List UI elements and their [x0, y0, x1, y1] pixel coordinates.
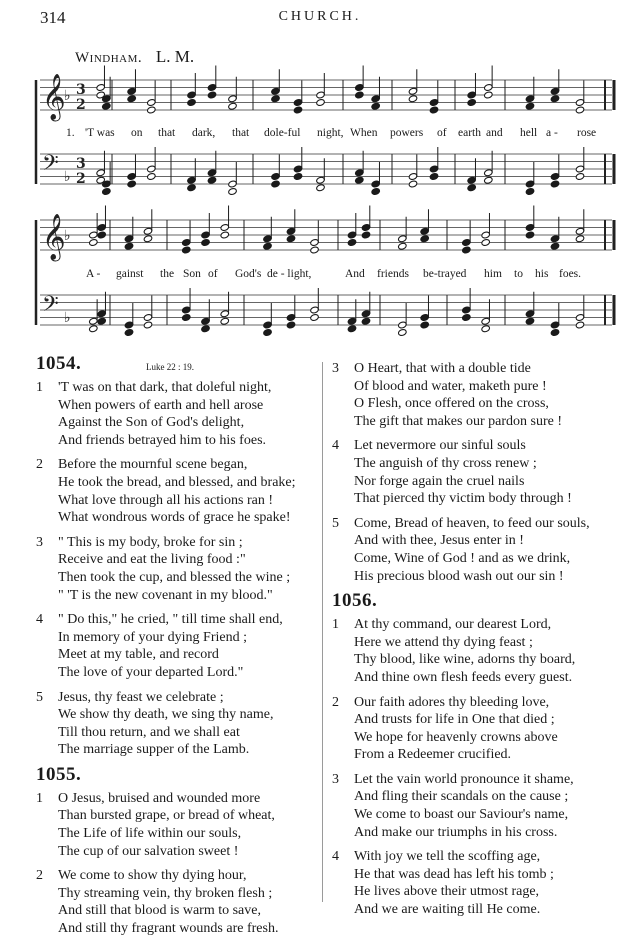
lyric-syllable: hell — [520, 127, 538, 139]
note-head — [310, 314, 319, 322]
verse-line: Receive and eat the living food :" — [58, 552, 246, 568]
verse-line: The marriage supper of the Lamb. — [58, 742, 250, 758]
bass-clef-icon: 𝄢 — [42, 151, 59, 181]
stanza-number: 4 — [332, 438, 339, 454]
note-head — [355, 91, 364, 99]
verse-line: O Heart, that with a double tide — [354, 361, 531, 376]
note-head — [89, 325, 98, 333]
lyric-syllable: dole-ful — [264, 127, 301, 139]
note-head — [187, 99, 196, 107]
stanza — [36, 611, 320, 681]
stanza — [36, 790, 320, 860]
verse-line: When powers of earth and hell arose — [58, 397, 264, 413]
note-head — [484, 91, 493, 99]
verse-line: From a Redeemer crucified. — [354, 747, 512, 763]
treble-clef-icon: 𝄞 — [42, 214, 66, 260]
note-head — [429, 173, 438, 181]
verse-line: We hope for heavenly crowns above — [354, 729, 558, 745]
note-head — [462, 314, 471, 322]
note-head — [575, 321, 584, 329]
stanza — [332, 694, 632, 764]
lyric-syllable: of — [208, 268, 218, 280]
lyric-syllable: powers — [390, 127, 424, 139]
verse-line: That pierced thy victim body through ! — [354, 491, 572, 507]
stanza-number: 1 — [36, 790, 43, 806]
stanza-number: 4 — [332, 849, 339, 865]
note-head — [408, 95, 417, 103]
music-score — [0, 0, 640, 350]
stanza-number: 3 — [36, 534, 43, 550]
verse-line: Till thou return, and we shall eat — [58, 724, 240, 740]
note-head — [89, 239, 98, 247]
hymn-1056 — [332, 592, 632, 919]
tune-meter: L. M. — [155, 47, 195, 66]
note-head — [575, 106, 584, 114]
note-head — [355, 176, 364, 184]
flat-icon: ♭ — [64, 310, 71, 326]
left-column — [36, 355, 320, 945]
verse-line: He that was dead has left his tomb ; — [354, 866, 554, 882]
lyric-syllable: dark, — [192, 127, 216, 139]
note-head — [127, 95, 136, 103]
note-head — [293, 173, 302, 181]
lyric-syllable: to — [514, 268, 523, 280]
time-signature: 2 — [76, 97, 86, 113]
note-head — [263, 242, 272, 250]
stanza — [332, 771, 632, 841]
note-head — [310, 246, 319, 254]
verse-line: Come, Bread of heaven, to feed our souls, — [354, 515, 590, 531]
lyric-syllable: When — [350, 127, 378, 139]
note-head — [220, 317, 229, 325]
lyric-syllable: friends — [377, 268, 409, 280]
hymn-number: 1055. — [36, 763, 82, 785]
stanza — [332, 848, 632, 918]
verse-line: What love through all his actions ran ! — [58, 492, 273, 508]
page-number: 314 — [40, 8, 66, 27]
note-head — [525, 102, 534, 110]
note-head — [462, 246, 471, 254]
verse-line: " 'T is the new covenant in my blood." — [58, 587, 273, 603]
scripture-ref: Luke 22 : 19. — [146, 362, 194, 372]
note-head — [408, 180, 417, 188]
verse-line: And make our triumphs in his cross. — [354, 824, 558, 840]
verse-line: The Life of life within our souls, — [58, 826, 242, 842]
verse-line: And trusts for life in One that died ; — [354, 712, 555, 728]
note-head — [550, 242, 559, 250]
verse-line: Jesus, thy feast we celebrate ; — [58, 689, 224, 705]
note-head — [550, 95, 559, 103]
verse-line: Let the vain world pronounce it shame, — [354, 771, 574, 787]
stanza-number: 3 — [332, 361, 339, 376]
note-head — [271, 95, 280, 103]
verse-line: Before the mournful scene began, — [58, 457, 248, 473]
verse-line: His precious blood wash out our sin ! — [354, 568, 564, 584]
lyric-syllable: the — [160, 268, 175, 280]
stanza — [332, 616, 632, 686]
lyric-syllable: be-trayed — [423, 268, 467, 280]
verse-line: And still thy fragrant wounds are fresh. — [58, 921, 279, 937]
note-head — [398, 242, 407, 250]
verse-line: The anguish of thy cross renew ; — [354, 455, 537, 471]
note-head — [550, 329, 559, 337]
verse-line: With joy we tell the scoffing age, — [354, 849, 541, 865]
verse-line: We show thy death, we sing thy name, — [58, 707, 274, 723]
verse-line: He took the bread, and blessed, and brake; — [58, 474, 296, 490]
verse-line: In memory of your dying Friend ; — [58, 629, 247, 645]
note-head — [228, 188, 237, 196]
column-divider — [322, 362, 323, 902]
lyric-syllable: and — [486, 127, 503, 139]
lyric-syllable: his — [535, 268, 549, 280]
note-head — [398, 329, 407, 337]
lyric-syllable: God's — [235, 268, 262, 280]
flat-icon: ♭ — [64, 169, 71, 185]
stanza-number: 1 — [36, 380, 43, 395]
flat-icon: ♭ — [64, 228, 71, 244]
stanza — [36, 867, 320, 937]
note-head — [220, 231, 229, 239]
note-head — [316, 184, 325, 192]
verse-line: Let nevermore our sinful souls — [354, 438, 526, 454]
lyric-syllable: 1. — [66, 127, 75, 139]
verse-line: And friends betrayed him to his foes. — [58, 432, 267, 448]
stanza-number: 3 — [332, 771, 339, 787]
note-head — [124, 242, 133, 250]
note-head — [347, 239, 356, 247]
right-column — [332, 360, 632, 926]
verse-line: O Jesus, bruised and wounded more — [58, 790, 261, 806]
flat-icon: ♭ — [64, 88, 71, 104]
stanza-number: 2 — [332, 694, 339, 710]
treble-clef-icon: 𝄞 — [42, 74, 66, 120]
note-head — [575, 235, 584, 243]
note-head — [481, 239, 490, 247]
note-head — [525, 317, 534, 325]
note-head — [316, 99, 325, 107]
verse-line: He lives above their utmost rage, — [354, 884, 540, 900]
note-head — [429, 106, 438, 114]
time-signature: 3 — [76, 156, 86, 172]
verse-line: " This is my body, broke for sin ; — [58, 534, 243, 550]
verse-line: Meet at my table, and record — [58, 647, 219, 663]
note-head — [127, 180, 136, 188]
note-head — [143, 235, 152, 243]
time-signature: 2 — [76, 171, 86, 187]
verse-line: What wondrous words of grace he spake! — [58, 510, 291, 526]
lyric-syllable: Son — [183, 268, 201, 280]
lyric-syllable: a - — [546, 127, 558, 139]
stanza-number: 5 — [332, 515, 339, 531]
stanza-number: 2 — [36, 457, 43, 473]
lyric-syllable: gainst — [116, 268, 144, 280]
verse-line: And thine own flesh feeds every guest. — [354, 669, 573, 685]
verse-line: Here we attend thy dying feast ; — [354, 634, 533, 650]
time-signature: 3 — [76, 82, 86, 98]
note-head — [124, 329, 133, 337]
lyric-syllable: him — [484, 268, 502, 280]
verse-line: Of blood and water, maketh pure ! — [354, 378, 547, 394]
note-head — [286, 235, 295, 243]
verse-line: Thy streaming vein, thy broken flesh ; — [58, 885, 273, 901]
lyric-syllable: that — [158, 127, 176, 139]
verse-line: The cup of our salvation sweet ! — [58, 843, 239, 859]
note-head — [263, 329, 272, 337]
note-head — [147, 106, 156, 114]
lyric-syllable: And — [345, 268, 365, 280]
stanza — [36, 534, 320, 604]
stanza-number: 1 — [332, 617, 339, 633]
note-head — [361, 317, 370, 325]
lyric-syllable: rose — [577, 127, 597, 139]
note-head — [228, 102, 237, 110]
note-head — [207, 176, 216, 184]
stanza — [36, 456, 320, 526]
verse-line: Than bursted grape, or bread of wheat, — [58, 808, 275, 824]
note-head — [371, 188, 380, 196]
verse-line: We come to boast our Saviour's name, — [354, 807, 569, 823]
note-head — [207, 91, 216, 99]
stanza-number: 2 — [36, 868, 43, 884]
note-head — [182, 314, 191, 322]
note-head — [201, 325, 210, 333]
note-head — [143, 321, 152, 329]
note-head — [286, 321, 295, 329]
verse-line: And with thee, Jesus enter in ! — [354, 533, 524, 549]
lyric-syllable: earth — [458, 127, 481, 139]
verse-line: 'T was on that dark, that doleful night, — [58, 380, 272, 395]
note-head — [361, 231, 370, 239]
note-head — [147, 173, 156, 181]
stanza — [332, 360, 632, 430]
lyric-syllable: de - light, — [267, 268, 312, 280]
note-head — [293, 106, 302, 114]
verse-line: We come to show thy dying hour, — [58, 868, 247, 884]
note-head — [102, 102, 111, 110]
note-head — [182, 246, 191, 254]
note-head — [371, 102, 380, 110]
note-head — [187, 184, 196, 192]
note-head — [525, 188, 534, 196]
note-head — [467, 184, 476, 192]
note-head — [420, 321, 429, 329]
note-head — [201, 239, 210, 247]
verse-line: At thy command, our dearest Lord, — [354, 617, 552, 633]
verse-line: Then took the cup, and blessed the wine ; — [58, 569, 291, 585]
stanza-number: 4 — [36, 612, 43, 628]
lyric-syllable: that — [232, 127, 250, 139]
running-head: CHURCH. — [278, 9, 362, 24]
stanza — [36, 689, 320, 759]
stanza-number: 5 — [36, 689, 43, 705]
verse-line: Nor forge again the cruel nails — [354, 473, 525, 489]
verse-line: And we are waiting till He come. — [354, 902, 541, 918]
hymn-number: 1054. — [36, 353, 82, 374]
lyric-syllable: on — [131, 127, 143, 139]
stanza — [332, 437, 632, 507]
note-head — [420, 235, 429, 243]
verse-line: Our faith adores thy bleeding love, — [354, 694, 550, 710]
hymn-1054 — [36, 355, 320, 759]
verse-line: Against the Son of God's delight, — [58, 415, 245, 431]
verse-line: Come, Wine of God ! and as we drink, — [354, 550, 571, 566]
verse-line: " Do this," he cried, " till time shall end, — [58, 612, 283, 628]
note-head — [481, 325, 490, 333]
lyric-syllable: of — [437, 127, 447, 139]
note-head — [525, 231, 534, 239]
verse-line: O Flesh, once offered on the cross, — [354, 396, 549, 412]
stanza — [332, 515, 632, 585]
note-head — [550, 180, 559, 188]
verse-line: Thy blood, like wine, adorns thy board, — [354, 652, 576, 668]
note-head — [271, 180, 280, 188]
note-head — [575, 173, 584, 181]
note-head — [97, 317, 106, 325]
verse-line: The love of your departed Lord." — [58, 664, 244, 680]
verse-line: And fling their scandals on the cause ; — [354, 789, 569, 805]
note-head — [484, 176, 493, 184]
note-head — [467, 99, 476, 107]
lyric-syllable: foes. — [559, 268, 582, 280]
hymn-1055 — [36, 763, 320, 938]
tune-name: Windham. — [75, 50, 143, 66]
verse-line: The gift that makes our pardon sure ! — [354, 413, 562, 429]
hymn-number: 1056. — [332, 590, 378, 612]
lyric-syllable: A - — [86, 268, 101, 280]
lyric-syllable: 'T was — [85, 127, 115, 139]
verse-line: And still that blood is warm to save, — [58, 903, 261, 919]
lyric-syllable: night, — [317, 127, 344, 139]
stanza — [36, 379, 320, 449]
note-head — [102, 188, 111, 196]
note-head — [347, 325, 356, 333]
note-head — [97, 231, 106, 239]
bass-clef-icon: 𝄢 — [42, 292, 59, 322]
